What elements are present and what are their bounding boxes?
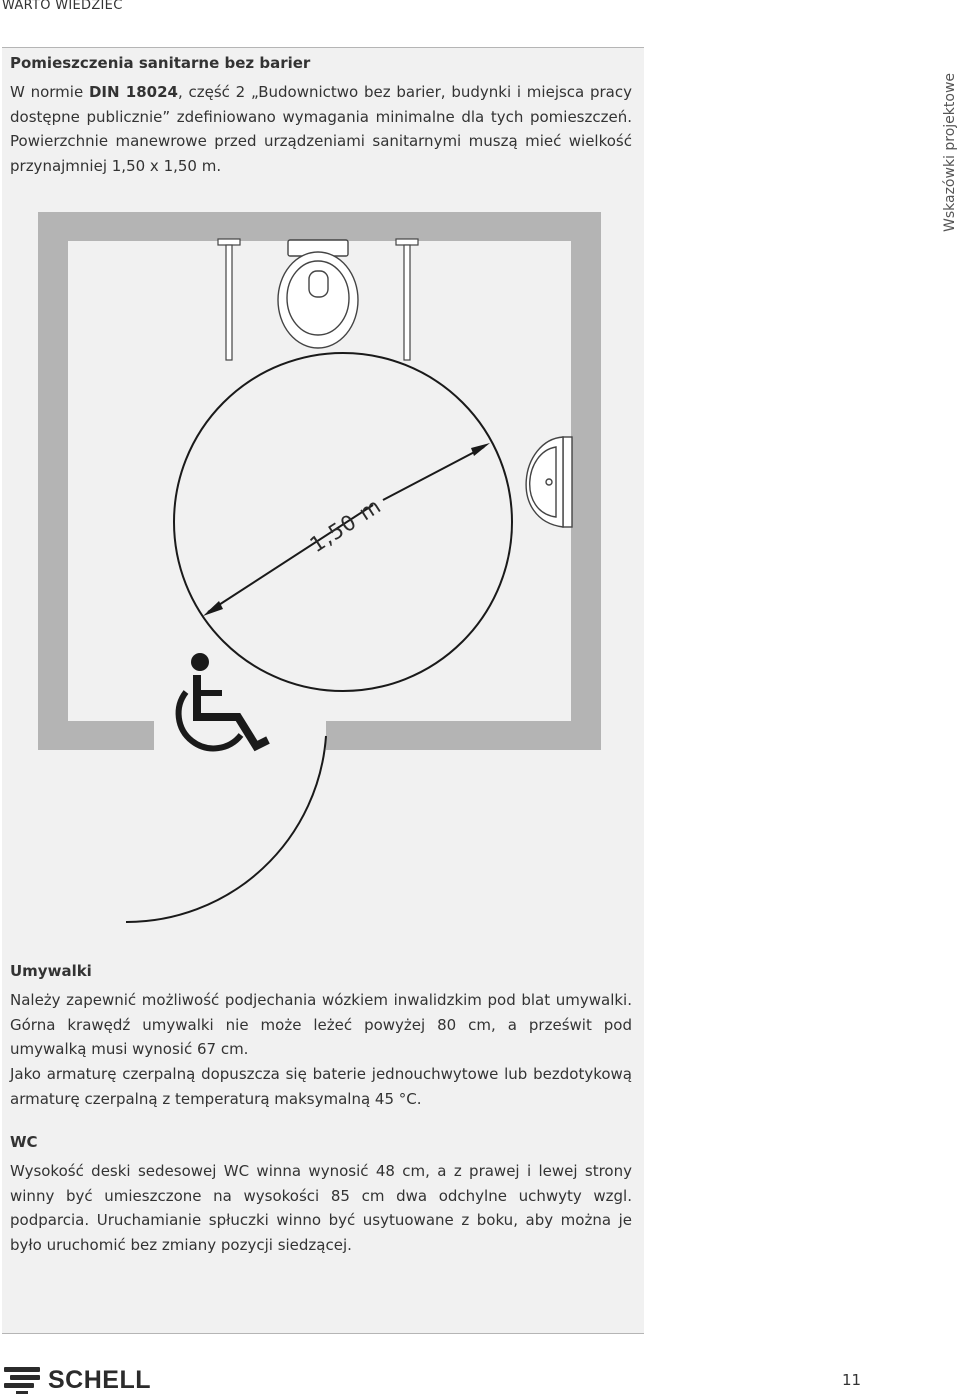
- wall-right: [571, 212, 601, 750]
- side-label-text: Wskazówki projektowe: [942, 72, 958, 232]
- section-title: Pomieszczenia sanitarne bez barier: [10, 54, 311, 72]
- wall-top: [38, 212, 601, 241]
- section-barrier-free: [10, 54, 632, 179]
- section-paragraph: W normie DIN 18024, część 2 „Budownictwo bez barier, budynki i miejsca pracy dostępne publicznie” zdefiniowano wymagania minimalne dla tych pomieszczeń. Powierzchnie manewrowe przed urządzeniami sanitarnymi muszą mieć wielkość przynajmniej 1,50 x 1,50 m.: [10, 83, 633, 176]
- wall-bottom-right: [326, 721, 601, 750]
- page-number: 11: [842, 1371, 862, 1389]
- wall-bottom-left: [38, 721, 154, 750]
- section-title: Umywalki: [10, 962, 92, 980]
- wheelchair-icon: [179, 653, 268, 748]
- floor-plan-diagram: [0, 200, 644, 930]
- washbasin-icon: [526, 437, 572, 527]
- section-tag: WARTO WIEDZIEC: [2, 0, 123, 13]
- side-label: [940, 73, 960, 243]
- brand-name: SCHELL: [48, 1366, 151, 1394]
- dimension-label: 1,50 m: [305, 493, 386, 558]
- logo-mark-icon: [4, 1367, 40, 1394]
- section-washbasins: [10, 962, 632, 1112]
- section-title: WC: [10, 1133, 38, 1151]
- section-paragraph: Należy zapewnić możliwość podjechania wózkiem inwalidzkim pod blat umywalki. Górna krawędź umywalki nie może leżeć powyżej 80 cm, a prześwit pod umywalką musi wynosić 67 cm.: [10, 991, 632, 1059]
- section-paragraph: Wysokość deski sedesowej WC winna wynosić 48 cm, a z prawej i lewej strony winny być umieszczone na wysokości 85 cm dwa odchylne uchwyty wzgl. podparcia. Uruchamianie spłuczki winno być usytuowane z boku, aby można je było uruchomić bez zmiany pozycji siedzącej.: [10, 1162, 632, 1255]
- section-paragraph: Jako armaturę czerpalną dopuszcza się baterie jednouchwytowe lub bezdotykową armaturę czerpalną z temperaturą maksymalną 45 °C.: [10, 1065, 632, 1108]
- wall-left: [38, 212, 68, 750]
- toilet-icon: [278, 240, 358, 348]
- door-swing-arc: [126, 736, 326, 922]
- section-wc: [10, 1133, 632, 1258]
- brand-logo: [0, 1364, 160, 1394]
